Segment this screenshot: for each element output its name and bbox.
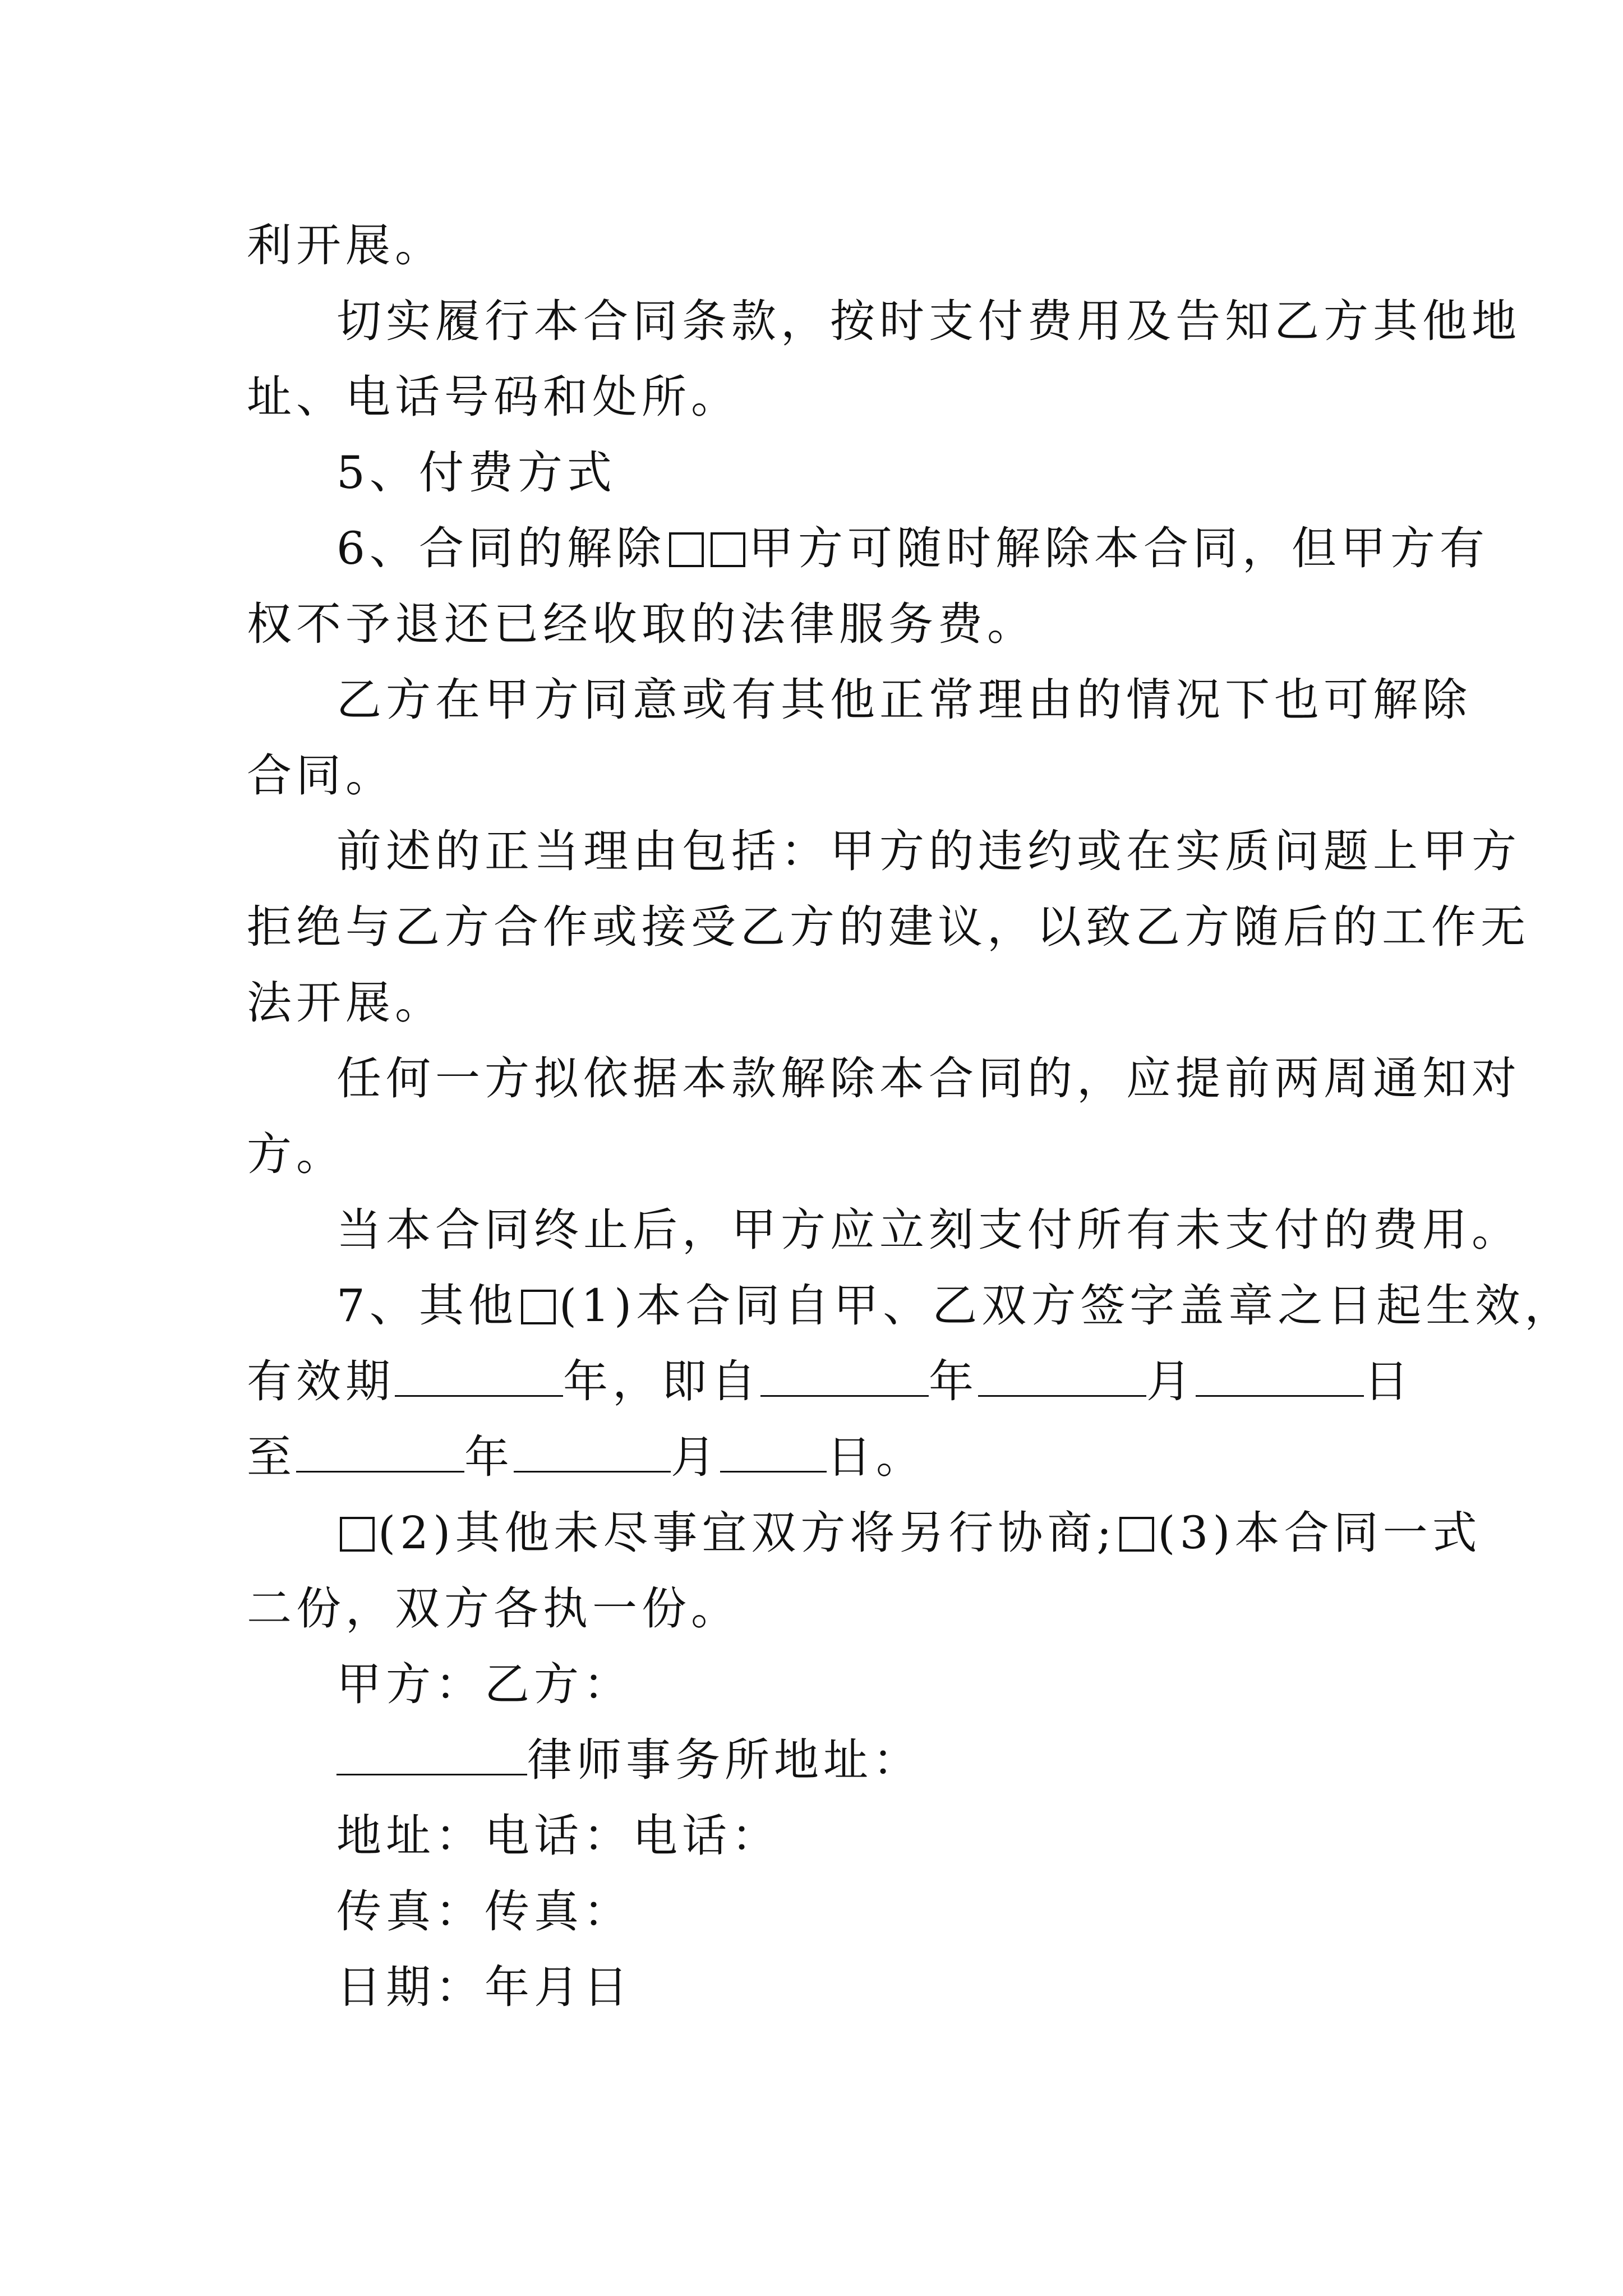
paragraph-line: 址、电话号码和处所。 [247, 371, 740, 423]
checkbox-square-icon [521, 1290, 556, 1324]
text-segment: (2)其他未尽事宜双方将另行协商; [378, 1507, 1117, 1559]
text-segment: 甲方可随时解除本合同，但甲方有 [748, 522, 1489, 574]
paragraph-line: 任何一方拟依据本款解除本合同的，应提前两周通知对 [336, 1052, 1521, 1105]
checkbox-square-icon [669, 532, 704, 567]
text-segment: (1)本合同自甲、乙双方签字盖章之日起生效， [559, 1280, 1574, 1332]
fill-blank-line [336, 1734, 527, 1775]
fill-blank-line [978, 1356, 1146, 1397]
text-segment: 律师事务所地址： [527, 1734, 922, 1786]
signature-law-firm-line [247, 1722, 1391, 1798]
paragraph-line: 权不予退还已经收取的法律服务费。 [247, 598, 1036, 650]
fill-blank-line [760, 1356, 929, 1397]
text-segment: 年，即自 [563, 1355, 760, 1407]
text-segment: 日 [1364, 1355, 1413, 1407]
paragraph-line: 方。 [247, 1128, 345, 1180]
paragraph-line: 二份，双方各执一份。 [247, 1582, 740, 1635]
contract-text [247, 208, 1574, 2025]
checkbox-square-icon [711, 532, 745, 567]
signature-fax: 传真：传真： [336, 1885, 633, 1938]
paragraph-line [247, 1343, 1413, 1419]
checkbox-square-icon [340, 1517, 375, 1552]
paragraph-line: 切实履行本合同条款，按时支付费用及告知乙方其他地 [336, 295, 1521, 347]
fill-blank-line [720, 1432, 827, 1473]
text-segment: 日。 [827, 1431, 925, 1483]
paragraph-line [247, 510, 1489, 586]
fill-blank-line [296, 1432, 464, 1473]
paragraph-line: 拒绝与乙方合作或接受乙方的建议，以致乙方随后的工作无 [247, 901, 1530, 953]
signature-address-phone: 地址：电话：电话： [336, 1810, 781, 1862]
paragraph-line: 前述的正当理由包括：甲方的违约或在实质问题上甲方 [336, 825, 1521, 877]
paragraph-line [247, 1419, 1391, 1495]
signature-parties: 甲方：乙方： [336, 1658, 633, 1710]
text-segment: 7、其他 [336, 1280, 518, 1332]
text-segment: 有效期 [247, 1355, 395, 1407]
paragraph-line: 法开展。 [247, 977, 444, 1029]
paragraph-line: 当本合同终止后，甲方应立刻支付所有未支付的费用。 [336, 1204, 1521, 1256]
paragraph-line [247, 1495, 1482, 1571]
text-segment: 至 [247, 1431, 296, 1483]
paragraph-line: 合同。 [247, 749, 395, 802]
paragraph-line: 利开展。 [247, 219, 444, 272]
text-segment: 月 [671, 1431, 720, 1483]
signature-date: 日期：年月日 [336, 1961, 633, 2013]
fill-blank-line [514, 1432, 671, 1473]
paragraph-line: 乙方在甲方同意或有其他正常理由的情况下也可解除 [336, 674, 1472, 726]
checkbox-square-icon [1119, 1517, 1154, 1552]
text-segment: 月 [1146, 1355, 1196, 1407]
text-segment: 6、合同的解除 [336, 522, 666, 574]
text-segment: 年 [929, 1355, 978, 1407]
section-heading: 5、付费方式 [336, 447, 616, 499]
paragraph-line [247, 1268, 1574, 1343]
fill-blank-line [1196, 1356, 1364, 1397]
text-segment: (3)本合同一式 [1158, 1507, 1482, 1559]
text-segment: 年 [464, 1431, 514, 1483]
fill-blank-line [395, 1356, 563, 1397]
